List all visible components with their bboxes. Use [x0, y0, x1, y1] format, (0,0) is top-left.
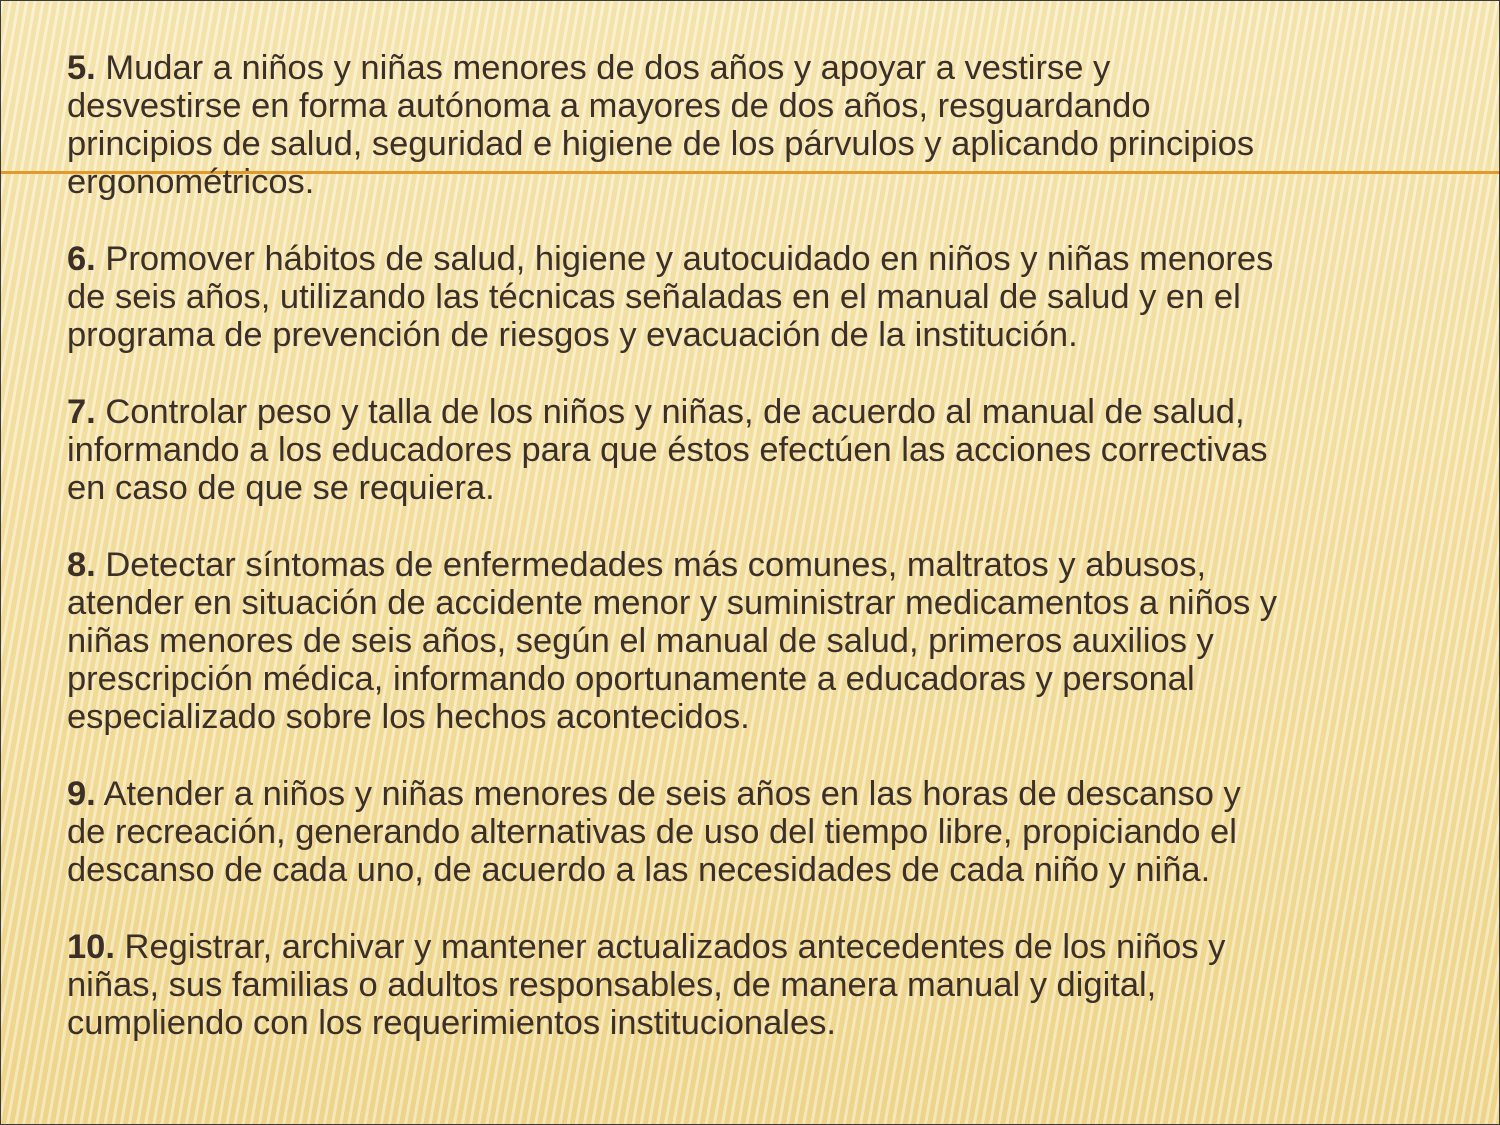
item-number: 10. [67, 928, 115, 966]
item-number: 7. [67, 393, 96, 431]
list-item-7 [67, 393, 1467, 507]
item-number: 5. [67, 49, 96, 87]
list-item-9 [67, 775, 1467, 889]
list-item-5 [67, 49, 1467, 201]
list-item-6 [67, 240, 1467, 354]
item-text: Promover hábitos de salud, higiene y autocuidado en niños y niñas menores de seis años, utilizando las técnicas señaladas en el manual de salud y en el programa de prevención de riesgos y evacuación de la institución. [67, 240, 1274, 354]
item-number: 9. [67, 775, 96, 813]
list-item-8 [67, 546, 1467, 736]
item-text: Mudar a niños y niñas menores de dos años y apoyar a vestirse y desvestirse en forma autónoma a mayores de dos años, resguardando principios de salud, seguridad e higiene de los párvulos y aplicando principios ergonométricos. [67, 49, 1255, 201]
slide-content [67, 49, 1467, 1081]
item-number: 6. [67, 240, 96, 278]
list-item-10 [67, 928, 1467, 1042]
item-text: Controlar peso y talla de los niños y niñas, de acuerdo al manual de salud, informando a los educadores para que éstos efectúen las acciones correctivas en caso de que se requiera. [67, 393, 1268, 507]
item-text: Atender a niños y niñas menores de seis años en las horas de descanso y de recreación, generando alternativas de uso del tiempo libre, propiciando el descanso de cada uno, de acuerdo a las necesidades de cada niño y niña. [67, 775, 1241, 889]
item-text: Registrar, archivar y mantener actualizados antecedentes de los niños y niñas, sus familias o adultos responsables, de manera manual y digital, cumpliendo con los requerimientos institucionales. [67, 928, 1226, 1042]
item-number: 8. [67, 546, 96, 584]
item-text: Detectar síntomas de enfermedades más comunes, maltratos y abusos, atender en situación de accidente menor y suministrar medicamentos a niños y niñas menores de seis años, según el manual de salud, primeros auxilios y prescripción médica, informando oportunamente a educadoras y personal especializado sobre los hechos acontecidos. [67, 546, 1278, 736]
